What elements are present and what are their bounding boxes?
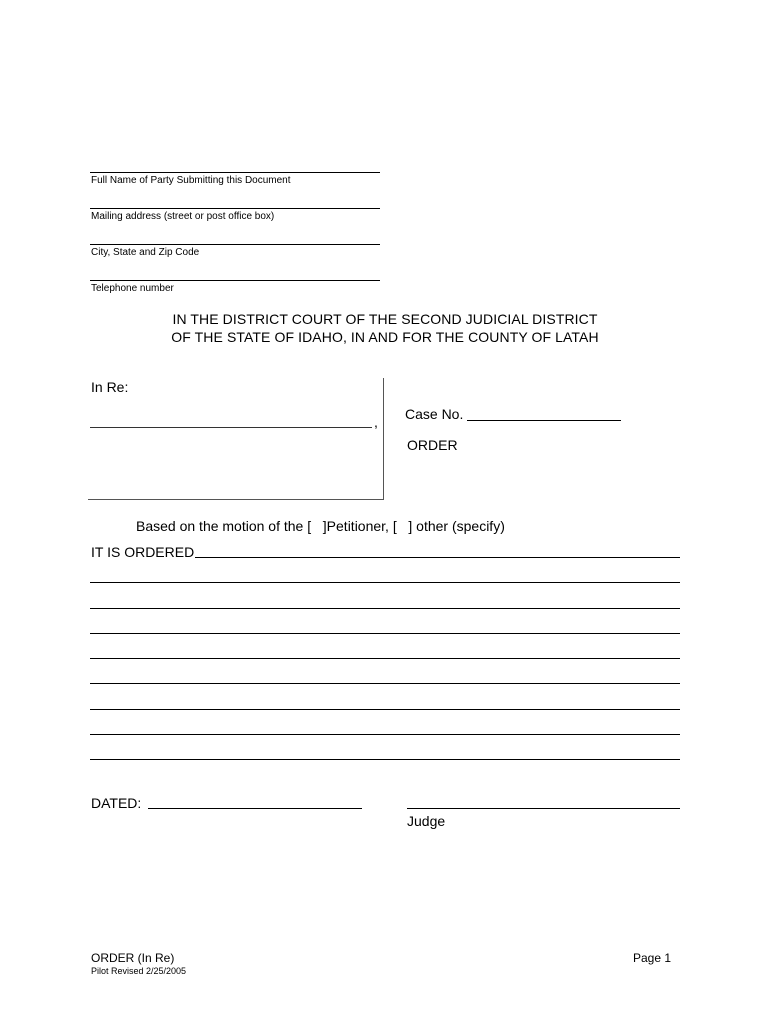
in-re-party-line[interactable] (90, 427, 372, 428)
case-no-line[interactable] (467, 420, 621, 421)
order-line-2[interactable] (90, 582, 680, 583)
mailing-address-label: Mailing address (street or post office box) (91, 211, 275, 222)
order-title: ORDER (407, 437, 458, 453)
order-line-1[interactable] (195, 557, 680, 558)
footer-revision: Pilot Revised 2/25/2005 (91, 966, 187, 976)
telephone-label: Telephone number (91, 283, 174, 294)
motion-text: Based on the motion of the [ ]Petitioner, [ ] other (specify) (136, 518, 505, 534)
city-state-zip-line[interactable] (90, 244, 380, 245)
order-line-5[interactable] (90, 658, 680, 659)
case-no-label: Case No. (405, 406, 464, 422)
city-state-zip-label: City, State and Zip Code (91, 247, 200, 258)
court-heading-line1: IN THE DISTRICT COURT OF THE SECOND JUDICIAL DISTRICT (172, 311, 598, 327)
full-name-label: Full Name of Party Submitting this Document (91, 175, 291, 186)
judge-label: Judge (407, 813, 446, 829)
dated-line[interactable] (148, 808, 362, 809)
dated-label: DATED: (91, 795, 142, 811)
order-line-7[interactable] (90, 709, 680, 710)
court-heading-line2: OF THE STATE OF IDAHO, IN AND FOR THE COUNTY OF LATAH (171, 329, 599, 345)
in-re-comma: , (374, 414, 378, 430)
order-line-4[interactable] (90, 633, 680, 634)
in-re-label: In Re: (91, 379, 129, 395)
order-line-8[interactable] (90, 734, 680, 735)
judge-signature-line[interactable] (407, 808, 680, 809)
it-is-ordered-label: IT IS ORDERED (91, 544, 195, 560)
telephone-line[interactable] (90, 280, 380, 281)
caption-vertical-divider (383, 378, 384, 500)
order-line-3[interactable] (90, 608, 680, 609)
full-name-line[interactable] (90, 172, 380, 173)
footer-page-number: Page 1 (633, 951, 672, 965)
footer-form-name: ORDER (In Re) (91, 951, 175, 965)
caption-bottom-rule (88, 499, 384, 500)
order-line-9[interactable] (90, 759, 680, 760)
order-line-6[interactable] (90, 683, 680, 684)
mailing-address-line[interactable] (90, 208, 380, 209)
